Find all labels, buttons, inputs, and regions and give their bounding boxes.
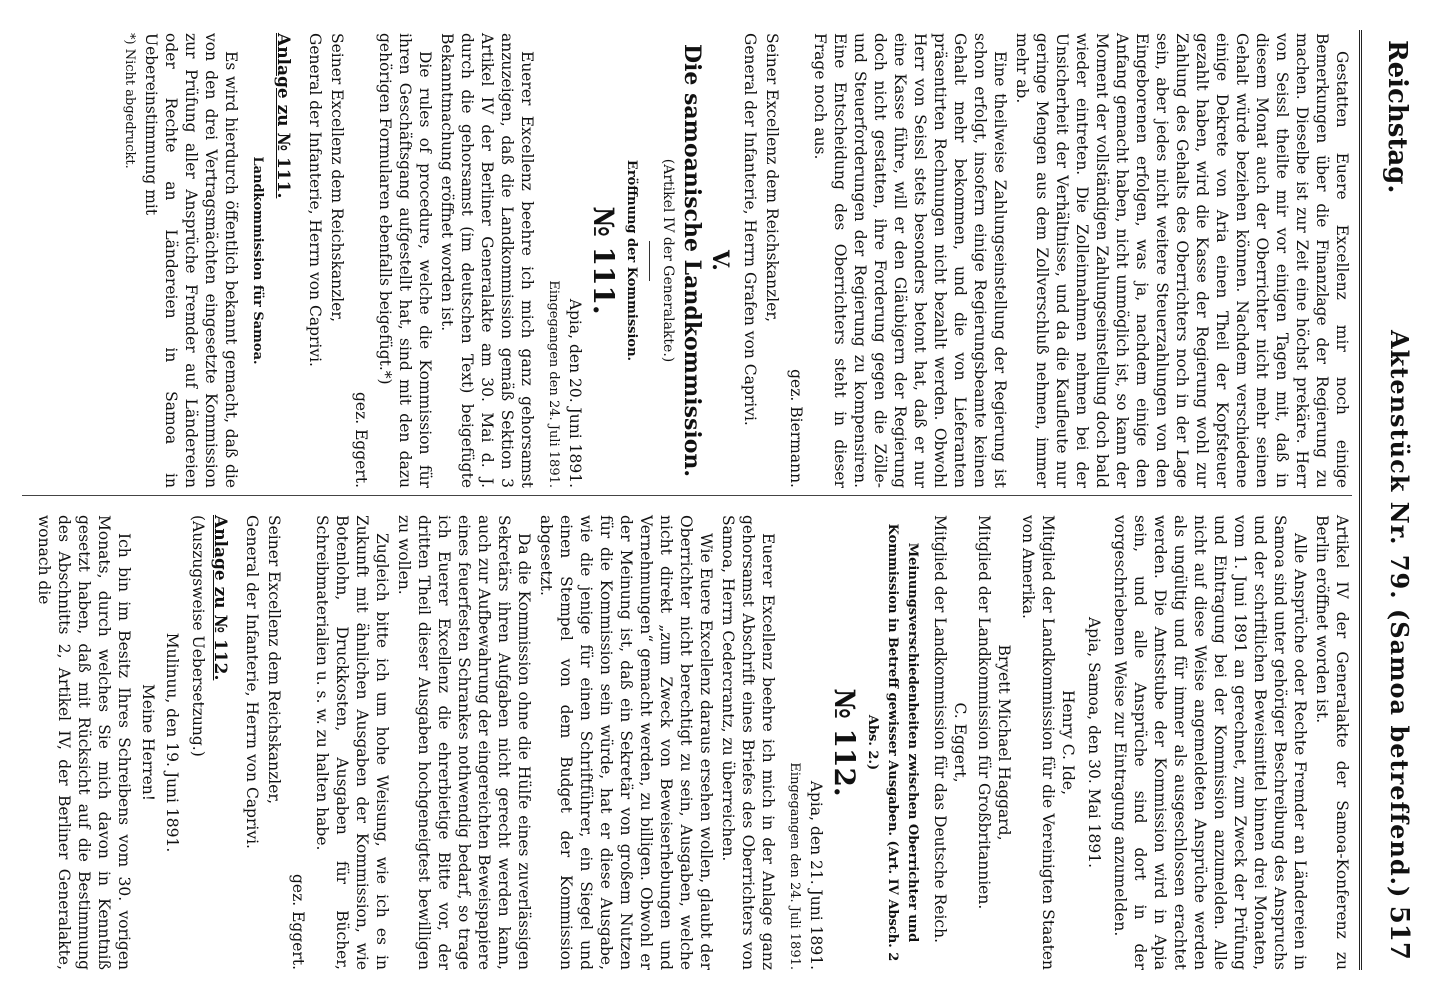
signature: gez. Biermann.	[787, 369, 805, 488]
signer-role: Mitglied der Landkommission für die Vereinigten Staaten von Amerika.	[1019, 515, 1057, 970]
signer-role: Mitglied der Landkommission für das Deutsche Reich.	[931, 515, 949, 943]
right-column	[32, 515, 1352, 970]
annex-heading: Anlage zu № 111.	[273, 33, 293, 199]
subsection-heading: Eröffnung der Kommission.	[624, 159, 639, 362]
left-column	[117, 33, 1352, 488]
dateline: Apia, Samoa, den 30. Mai 1891.	[1085, 616, 1103, 869]
paragraph: Euerer Excellenz beehre ich mich ganz gehorsamst anzuzeigen, daß die Landkommission gemäß Sektion 3 Artikel IV der Berliner Generalakte am 30. Mai d. J. durch die gehorsamst (im deutschen Text) beigefügte Bekanntmachung eröffnet worden ist.	[438, 33, 536, 488]
paragraph: Ich bin im Besitz Ihres Schreibens vom 30. vorigen Monats, durch welches Sie mich davon in Kenntniß gesetzt haben, daß mit Rücksicht auf die Bestimmung des Abschnitts 2, Artikel IV, der Berliner Generalakte, wonach die	[35, 515, 133, 970]
column-separator	[22, 495, 1352, 496]
addressee-title: General der Infanterie, Herrn Grafen von Caprivi.	[741, 33, 759, 426]
footnote: *) Nicht abgedruckt.	[122, 33, 137, 169]
paragraph: Es wird hierdurch öffentlich bekannt gemacht, daß die von den drei Vertragsmächten eingesetzte Kommission zur Prüfung aller Ansprüche Fremder auf Ländereien oder Rechte an Ländereien in Samoa in Uebereinstimmung mit	[142, 33, 240, 488]
annex-title: Landkommission für Samoa.	[250, 156, 265, 365]
short-rule	[649, 241, 650, 281]
section-subtitle: (Artikel IV der Generalakte.)	[660, 158, 676, 363]
header-rule	[1359, 30, 1362, 970]
signer-name: Bryett Michael Haggard,	[995, 644, 1013, 841]
paragraph: Da die Kommission ohne die Hülfe eines zuverlässigen Sekretärs ihren Aufgaben nicht gerecht werden kann, auch zur Aufbewahrung der eingereichten Beweispapiere eines feuerfesten Schrankes nothwendig bedarf, so trage ich Euerer Excellenz die ehrerbietige Bitte vor, der dritten Theil dieser Ausgaben hochgeneigtest bewilligen zu wollen.	[395, 515, 533, 970]
addressee-title: General der Infanterie, Herrn von Caprivi.	[243, 515, 261, 849]
dateline: Apia, den 20. Juni 1891.	[566, 298, 584, 488]
paragraph: Zugleich bitte ich um hohe Weisung, wie ich es in Zukunft mit ähnlichen Ausgaben der Kommission, wie Botenlohn, Druckkosten, Ausgaben für Bücher, Schreibmaterialien u. s. w. zu halten habe.	[313, 515, 391, 970]
signer-role: Mitglied der Landkommission für Großbritannien.	[975, 515, 993, 910]
document-number: № 112.	[828, 688, 861, 797]
addressee-title: General der Infanterie, Herrn von Caprivi.	[306, 33, 324, 367]
received-note: Eingegangen den 24. Juli 1891.	[787, 762, 802, 970]
paragraph: Artikel IV der Generalakte der Samoa-Konferenz zu Berlin eröffnet worden ist.	[1313, 515, 1351, 970]
paragraph: Die rules of procedure, welche die Kommission für ihren Geschäftsgang aufgestellt hat, sind mit den dazu gehörigen Formularen ebenfalls beigefügt.*)	[376, 33, 434, 488]
annex-subtitle: (Auszugsweise Uebersetzung.)	[189, 515, 207, 757]
section-title: Die samoanische Landkommission.	[679, 43, 705, 478]
paragraph: Euerer Excellenz beehre ich mich in der Anlage ganz gehorsamst Abschrift eines Briefes des Oberrichters von Samoa, Herrn Cedercrantz, zu überreichen.	[719, 515, 777, 970]
salutation: Meine Herren!	[139, 684, 157, 801]
subsection-heading: Meinungsverschiedenheiten zwischen Oberrichter und Kommission in Betreff gewisser Ausgaben. (Art. IV Absch. 2 Abs. 2.)	[865, 523, 920, 962]
header-left: Reichstag.	[1382, 40, 1412, 194]
paragraph: Wie Euere Excellenz daraus ersehen wollen, glaubt der Oberrichter nicht berechtigt zu sein, Ausgaben, welche nicht direkt „zum Zweck von Beweiserhebungen und Vernehmungen“ gemacht werden, zu billigen. Obwohl er der Meinung ist, daß ein Sekretär von großem Nutzen für die Kommission sein würde, hat er diese Ausgabe, wie die jenige für einen Schriftführer, ein Siegel und einen Stempel von dem Budget der Kommission abgesetzt.	[537, 515, 715, 970]
paragraph: Gestatten Euere Excellenz mir noch einige Bemerkungen über die Finanzlage der Regierung zu machen. Dieselbe ist zur Zeit eine höchst prekäre. Herr von Seissl theilte mir vor einigen Tagen mit, daß in diesem Monat auch der Oberrichter nicht mehr seinen Gehalt würde beziehen können. Nachdem verschiedene einige Dekrete von Aria einen Theil der Kopfsteuer gezahlt haben, wird die Kasse der Regierung wohl zur Zahlung des Gehalts des Oberrichters noch in der Lage sein, aber jedes nicht weitere Steuerzahlungen von den Eingeborenen erfolgen, was ja, nachdem einige den Anfang gemacht haben, nicht unmöglich ist, so kann der Moment der vollständigen Zahlungseinstellung doch bald wieder eintreten. Die Zolleinnahmen nehmen bei der Unsicherheit der Verhältnisse, und da die Kaufleute nur geringe Mengen aus dem Zollverschluß nehmen, immer mehr ab.	[1013, 33, 1351, 488]
page-header	[1372, 40, 1432, 970]
paragraph: Eine theilweise Zahlungseinstellung der Regierung ist schon erfolgt, insofern einige Regierungsbeamte keinen Gehalt mehr bekommen, und die von Lieferanten präsentirten Rechnungen nicht bezahlt werden. Obwohl Herr von Seissl stets besonders betont hat, daß er nur eine Kasse führe, will er den Gläubigern der Regierung doch nicht gestatten, ihre Forderung gegen die Zölle- und Steuerforderungen der Regierung zu kompensiren. Eine Entscheidung des Oberrichters steht in dieser Frage noch aus.	[811, 33, 1009, 488]
received-note: Eingegangen den 24. Juli 1891.	[546, 280, 561, 488]
dateline: Apia, den 21. Juni 1891.	[807, 780, 825, 970]
signature: gez. Eggert.	[289, 873, 307, 970]
addressee: Seiner Excellenz dem Reichskanzler,	[328, 33, 346, 322]
paragraph: Alle Ansprüche oder Rechte Fremder an Ländereien in Samoa sind unter gehöriger Beschreibung des Anspruchs und der schriftlichen Beweismittel binnen drei Monaten, vom 1. Juni 1891 an gerechnet, zum Zweck der Prüfung und Eintragung bei der Kommission anzumelden. Alle nicht auf diese Weise angemeldeten Ansprüche werden als ungültig und für immer als ausgeschlossen erachtet werden. Die Amtsstube der Kommission wird in Apia sein, und alle Ansprüche sind dort in der vorgeschriebenen Weise zur Eintragung anzumelden.	[1111, 515, 1309, 970]
addressee: Seiner Excellenz dem Reichskanzler,	[265, 515, 283, 804]
dateline: Mulinuu, den 19. Juni 1891.	[163, 632, 181, 853]
header-title: Aktenstück Nr. 79. (Samoa betreffend.)	[1385, 330, 1414, 899]
signer-name: Henry C. Ide,	[1059, 689, 1077, 796]
signer-name: C. Eggert,	[951, 702, 969, 783]
section-number: V.	[707, 250, 733, 271]
annex-heading: Anlage zu № 112.	[210, 515, 230, 681]
page-number: 517	[1384, 905, 1414, 960]
signature: gez. Eggert.	[352, 391, 370, 488]
document-number: № 111.	[587, 206, 620, 315]
addressee: Seiner Excellenz dem Reichskanzler,	[763, 33, 781, 322]
